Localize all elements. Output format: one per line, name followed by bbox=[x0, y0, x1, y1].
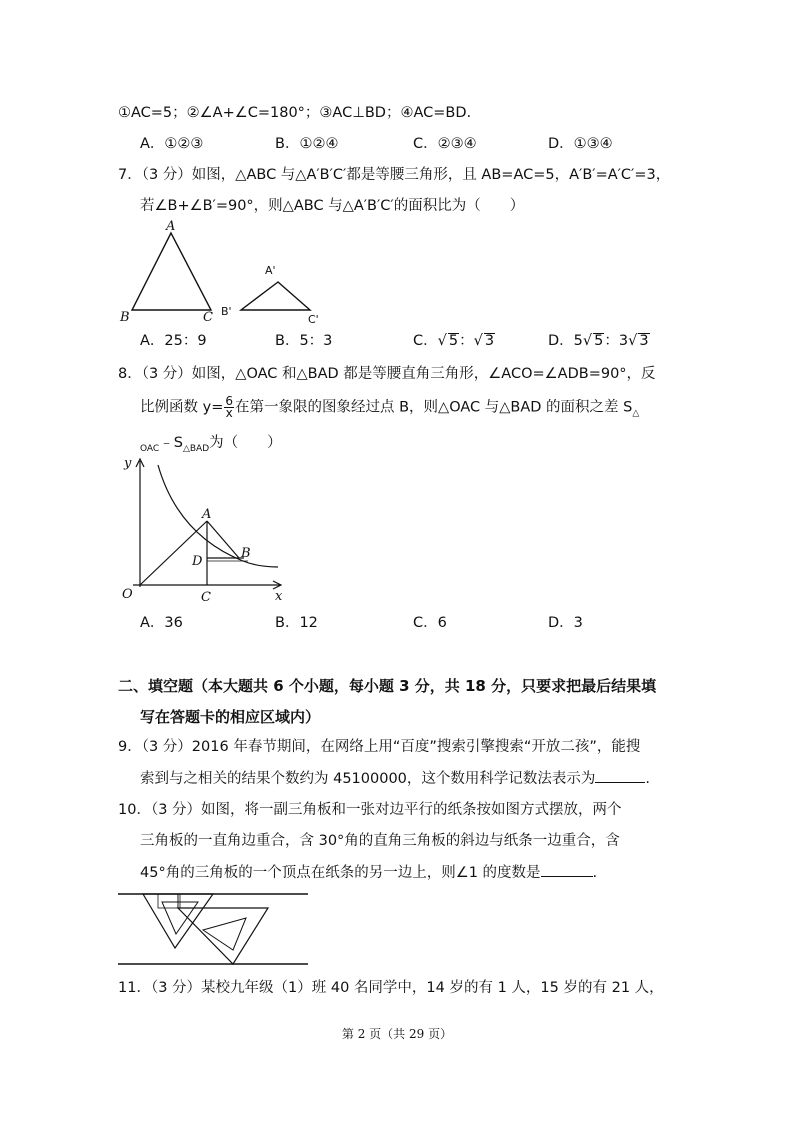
label-d: D bbox=[192, 554, 203, 569]
triangle-45-inner bbox=[203, 918, 246, 950]
shaded-strip bbox=[158, 894, 180, 908]
label-c: C bbox=[203, 310, 213, 325]
section2-heading-line2: 写在答题卡的相应区域内） bbox=[140, 708, 321, 726]
q7-stem-line2: 若∠B+∠B′=90°，则△ABC 与△A′B′C′的面积比为（ ） bbox=[140, 198, 525, 214]
q7-option-d: D．5√ 5：3√ 3 bbox=[548, 333, 649, 349]
q6-conditions: ①AC=5；②∠A+∠C=180°；③AC⊥BD；④AC=BD. bbox=[118, 105, 472, 121]
page-footer: 第 2 页（共 29 页） bbox=[341, 1027, 453, 1041]
label-b-prime: B' bbox=[221, 305, 232, 318]
q10-stem-line3: 45°角的三角板的一个顶点在纸条的另一边上，则∠1 的度数是 . bbox=[140, 862, 597, 883]
q10-stem-line2: 三角板的一直角边重合，含 30°角的直角三角板的斜边与纸条一边重合，含 bbox=[140, 833, 620, 849]
fraction-6-over-x: $\frac{6}{x}$ bbox=[225, 394, 233, 420]
q6-option-a: A．①②③ bbox=[140, 136, 204, 152]
label-b: B bbox=[120, 310, 130, 325]
q8-option-a: A．36 bbox=[140, 615, 183, 631]
segment-oa bbox=[140, 521, 207, 585]
q7-option-c: C．√ 5：√ 3 bbox=[413, 333, 495, 349]
q10-figure bbox=[118, 890, 318, 970]
label-a: A bbox=[202, 507, 212, 522]
label-y: y bbox=[124, 456, 132, 471]
q9-stem-line1: 9．（3 分）2016 年春节期间，在网络上用“百度”搜索引擎搜索“开放二孩”，能搜 bbox=[118, 739, 641, 755]
q7-option-a: A．25：9 bbox=[140, 333, 207, 349]
q8-stem-line3: $_{OAC}﹣S_{\triangle BAD}$为（ ） bbox=[140, 435, 282, 454]
q8-stem-line1: 8．（3 分）如图，△OAC 和△BAD 都是等腰直角三角形，∠ACO=∠ADB=90°，反 bbox=[118, 366, 656, 382]
q7-stem-line1: 7．（3 分）如图，△ABC 与△A′B′C′都是等腰三角形，且 AB=AC=5，A′B′=A′C′=3， bbox=[118, 167, 671, 183]
label-x: x bbox=[275, 589, 283, 604]
label-c: C bbox=[201, 590, 211, 605]
q10-answer-blank bbox=[541, 862, 593, 877]
q6-option-c: C．②③④ bbox=[413, 136, 477, 152]
triangle-a1b1c1 bbox=[241, 282, 310, 310]
q6-option-d: D．①③④ bbox=[548, 136, 613, 152]
q7-figure bbox=[115, 218, 335, 328]
q10-stem-line1: 10．（3 分）如图，将一副三角板和一张对边平行的纸条按如图方式摆放，两个 bbox=[118, 802, 622, 818]
hyperbola-curve bbox=[158, 465, 278, 567]
q8-option-d: D．3 bbox=[548, 615, 583, 631]
q9-stem-line2: 索到与之相关的结果个数约为 45100000，这个数用科学记数法表示为 . bbox=[140, 768, 650, 789]
q7-option-b: B．5：3 bbox=[275, 333, 333, 349]
triangle-45-outer bbox=[178, 908, 268, 964]
q8-stem-line2: 比例函数 y= $\frac{6}{x}$ 在第一象限的图象经过点 B，则△OAC 与△BAD 的面积之差 $S_\triangle$ bbox=[140, 394, 640, 420]
q11-stem-line1: 11．（3 分）某校九年级（1）班 40 名同学中，14 岁的有 1 人，15 岁的有 21 人， bbox=[118, 980, 664, 996]
label-a: A bbox=[166, 219, 176, 234]
segment-ab bbox=[207, 521, 239, 558]
triangle-abc bbox=[132, 233, 211, 310]
label-a-prime: A' bbox=[265, 264, 276, 277]
q9-answer-blank bbox=[595, 768, 645, 783]
section2-heading-line1: 二、填空题（本大题共 6 个小题，每小题 3 分，共 18 分，只要求把最后结果填 bbox=[118, 677, 657, 695]
q8-figure bbox=[118, 455, 288, 605]
q8-option-b: B．12 bbox=[275, 615, 318, 631]
q8-option-c: C．6 bbox=[413, 615, 447, 631]
label-o: O bbox=[122, 587, 133, 602]
label-c-prime: C' bbox=[308, 313, 319, 326]
label-b: B bbox=[241, 546, 251, 561]
q6-option-b: B．①②④ bbox=[275, 136, 339, 152]
